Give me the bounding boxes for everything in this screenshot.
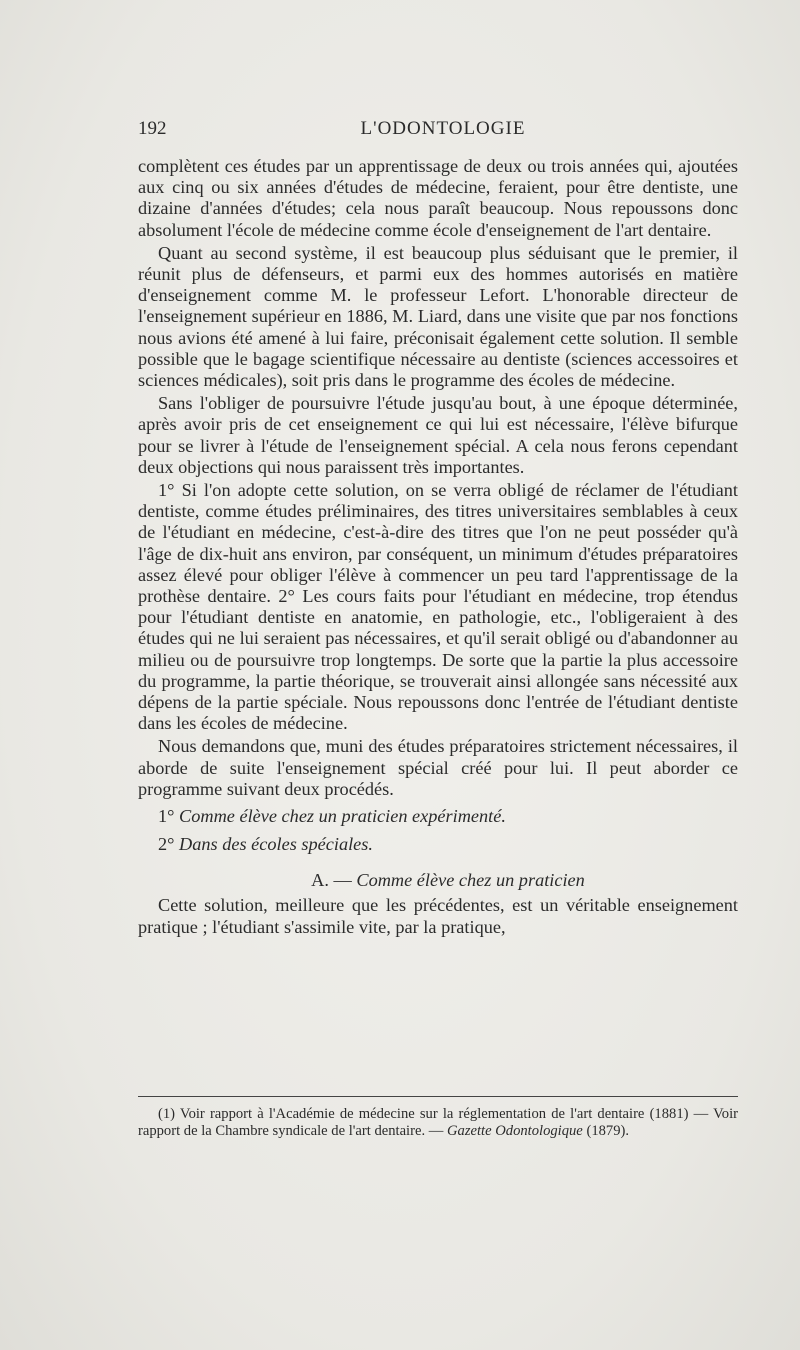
list-number-2: 2° xyxy=(158,834,175,855)
main-text xyxy=(138,156,738,939)
list-text-2: Dans des écoles spéciales. xyxy=(179,834,373,855)
paragraph-1: complètent ces études par un apprentissage de deux ou trois années qui, ajoutées aux cinq ou six années d'études de médecine, feraient, pour être dentiste, une dizaine d'années d'études; cela nous paraît beaucoup. Nous repoussons donc absolument l'école de médecine comme école d'enseignement de l'art dentaire. xyxy=(138,156,738,240)
footnote-journal: Gazette Odontologique xyxy=(447,1123,583,1139)
section-letter: A. — xyxy=(311,870,352,891)
closing-paragraph: Cette solution, meilleure que les précédentes, est un véritable enseignement pratique ; l'étudiant s'assimile vite, par la pratique, xyxy=(138,895,738,937)
section-title: Comme élève chez un praticien xyxy=(356,870,585,891)
footnote xyxy=(138,1106,738,1140)
page-number: 192 xyxy=(138,118,167,139)
page-header xyxy=(138,118,748,148)
footnote-divider xyxy=(138,1096,738,1097)
running-title: L'ODONTOLOGIE xyxy=(360,118,526,139)
footnote-text: (1) Voir rapport à l'Académie de médecine sur la réglementation de l'art dentaire (1881) — Voir rapport de la Chambre syndicale de l'art dentaire. — xyxy=(138,1106,738,1139)
list-text-1: Comme élève chez un praticien expérimenté. xyxy=(179,806,506,827)
list-number-1: 1° xyxy=(158,806,175,827)
footnote-year: (1879). xyxy=(586,1123,630,1139)
paragraph-3: Sans l'obliger de poursuivre l'étude jusqu'au bout, à une époque déterminée, après avoir pris de cet enseignement ce qui lui est nécessaire, l'élève bifurque pour se livrer à l'étude de l'enseignement spécial. A cela nous ferons cependant deux objections qui nous paraissent très importantes. xyxy=(138,393,738,477)
list-item-2 xyxy=(138,832,738,856)
list-item-1 xyxy=(138,804,738,828)
paragraph-2: Quant au second système, il est beaucoup plus séduisant que le premier, il réunit plus de défenseurs, et parmi eux des hommes autorisés en matière d'enseignement comme M. le professeur Lefort. L'honorable directeur de l'enseignement supérieur en 1886, M. Liard, dans une visite que par nos fonctions nous avions été amené à lui faire, préconisait également cette solution. Il semble possible que le bagage scientifique nécessaire au dentiste (sciences accessoires et sciences médicales), soit pris dans le programme des écoles de médecine. xyxy=(138,242,738,391)
section-heading xyxy=(138,870,738,891)
paragraph-4: 1° Si l'on adopte cette solution, on se verra obligé de réclamer de l'étudiant dentiste, comme études préliminaires, des titres universitaires semblables à ceux de l'étudiant en médecine, c'est-à-dire des titres que l'on ne peut posséder qu'à l'âge de dix-huit ans environ, par conséquent, un minimum d'études préparatoires assez élevé pour obliger l'élève à commencer un peu tard l'apprentissage de la prothèse dentaire. 2° Les cours faits pour l'étudiant en médecine, trop étendus pour l'étudiant dentiste en anatomie, en pathologie, etc., l'obligeraient à des études qui ne lui seraient pas nécessaires, et qu'il serait obligé ou d'abandonner au milieu ou de poursuivre trop longtemps. De sorte que la partie la plus accessoire du programme, la partie théorique, se trouverait ainsi allongée sans nécessité aux dépens de la partie spéciale. Nous repoussons donc l'entrée de l'étudiant dentiste dans les écoles de médecine. xyxy=(138,480,738,734)
paragraph-5: Nous demandons que, muni des études préparatoires strictement nécessaires, il aborde de suite l'enseignement spécial créé pour lui. Il peut aborder ce programme suivant deux procédés. xyxy=(138,736,738,799)
